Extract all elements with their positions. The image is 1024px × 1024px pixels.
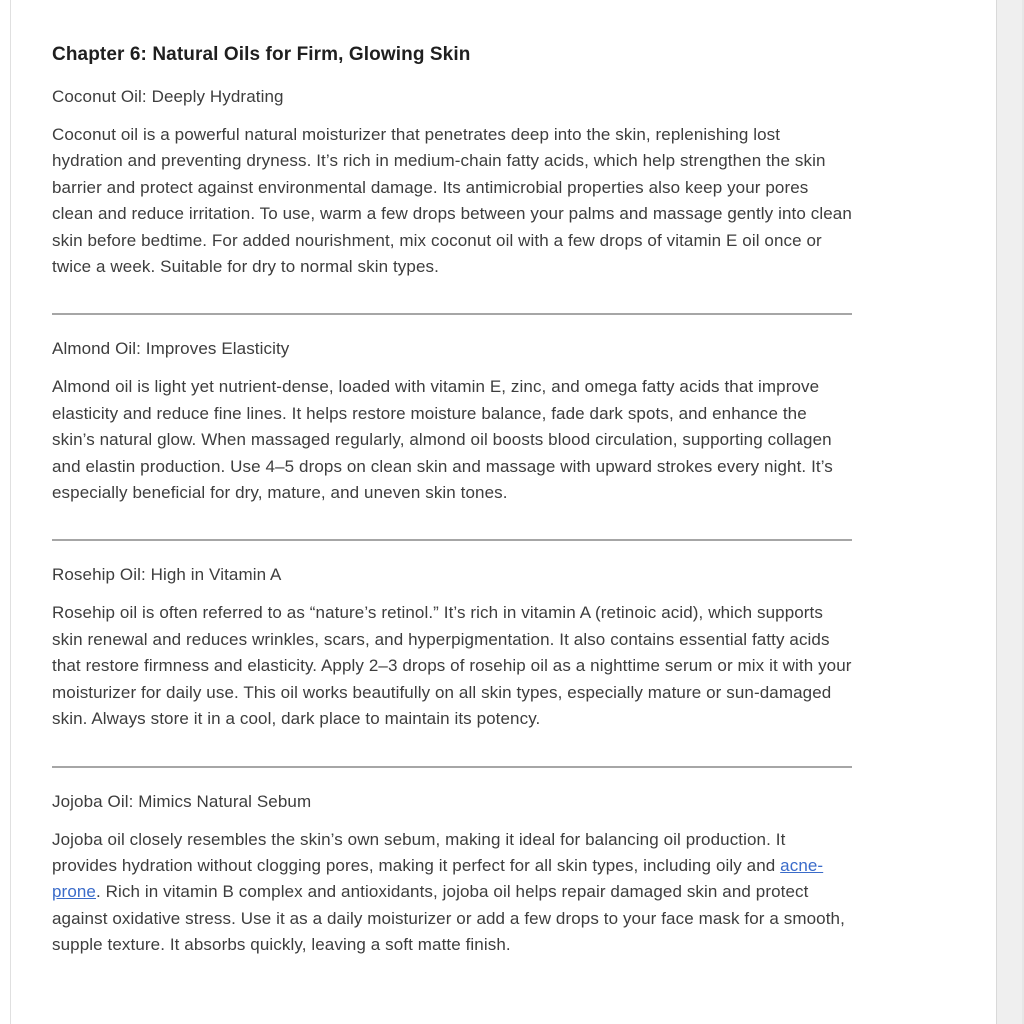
chapter-title: Chapter 6: Natural Oils for Firm, Glowing Skin: [52, 44, 471, 65]
section-paragraph: Rosehip oil is often referred to as “nature’s retinol.” It’s rich in vitamin A (retinoic acid), which supports skin renewal and reduces wrinkles, scars, and hyperpigmentation. It also contains essential fatty acids that restore firmness and elasticity. Apply 2–3 drops of rosehip oil as a nighttime serum or mix it with your moisturizer for daily use. This oil works beautifully on all skin types, especially mature or sun-damaged skin. Always store it in a cool, dark place to maintain its potency.: [52, 603, 852, 729]
section-paragraph: Almond oil is light yet nutrient-dense, loaded with vitamin E, zinc, and omega fatty acids that improve elasticity and reduce fine lines. It helps restore moisture balance, fade dark spots, and enhance the skin’s natural glow. When massaged regularly, almond oil boosts blood circulation, supporting collagen and elastin production. Use 4–5 drops on clean skin and massage with upward strokes every night. It’s especially beneficial for dry, mature, and uneven skin tones.: [52, 377, 833, 503]
section-coconut-oil: [52, 84, 852, 280]
paragraph-text-after-link: . Rich in vitamin B complex and antioxidants, jojoba oil helps repair damaged skin and protect against oxidative stress. Use it as a daily moisturizer or add a few drops to your face mask for a smooth, supple texture. It absorbs quickly, leaving a soft matte finish.: [52, 882, 845, 955]
section-heading: Rosehip Oil: High in Vitamin A: [52, 565, 282, 585]
section-divider: [52, 766, 852, 768]
section-almond-oil: [52, 336, 852, 506]
section-heading: Almond Oil: Improves Elasticity: [52, 339, 290, 359]
paragraph-text-before-link: Jojoba oil closely resembles the skin’s own sebum, making it ideal for balancing oil production. It provides hydration without clogging pores, making it perfect for all skin types, including oily and: [52, 829, 786, 875]
document-content: [52, 42, 852, 959]
section-paragraph: Coconut oil is a powerful natural moisturizer that penetrates deep into the skin, replenishing lost hydration and preventing dryness. It’s rich in medium-chain fatty acids, which help strengthen the skin barrier and protect against environmental damage. Its antimicrobial properties also keep your pores clean and reduce irritation. To use, warm a few drops between your palms and massage gently into clean skin before bedtime. For added nourishment, mix coconut oil with a few drops of vitamin E oil once or twice a week. Suitable for dry to normal skin types.: [52, 125, 852, 277]
section-jojoba-oil: [52, 789, 852, 959]
section-divider: [52, 313, 852, 315]
section-divider: [52, 539, 852, 541]
page-edge-line: [10, 0, 11, 1024]
section-rosehip-oil: [52, 562, 852, 732]
section-heading: Jojoba Oil: Mimics Natural Sebum: [52, 791, 312, 811]
vertical-scrollbar[interactable]: [996, 0, 1024, 1024]
section-heading: Coconut Oil: Deeply Hydrating: [52, 87, 284, 106]
acne-prone-link[interactable]: acne-prone: [52, 855, 824, 902]
section-paragraph: [52, 827, 852, 959]
